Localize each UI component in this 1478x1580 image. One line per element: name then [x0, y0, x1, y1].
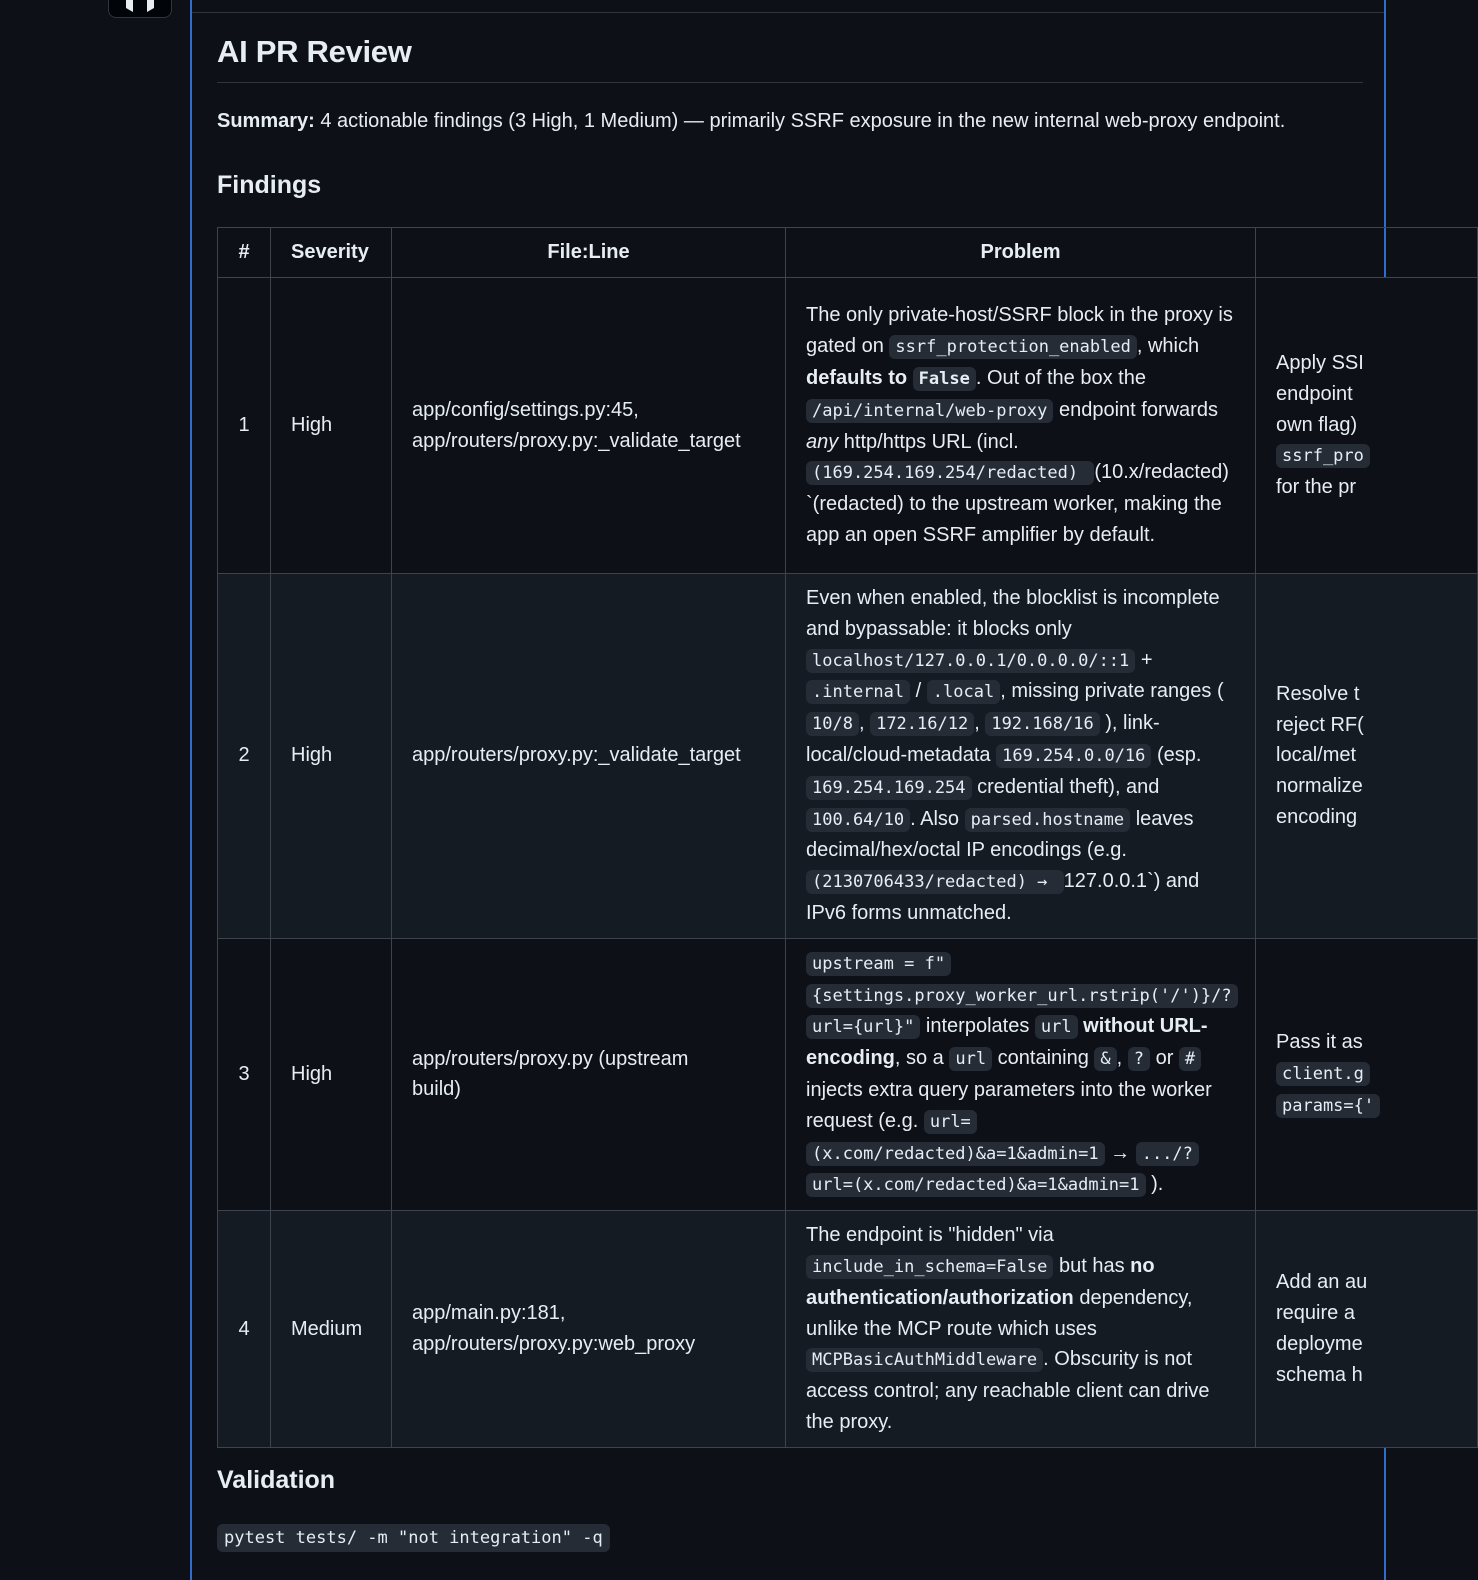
findings-table: [217, 227, 1478, 1448]
text-run: normalize: [1276, 775, 1363, 798]
text-run: endpoint forwards: [1053, 398, 1218, 421]
inline-code: localhost/127.0.0.1/0.0.0.0/::1: [806, 649, 1135, 673]
inline-code: client.g: [1276, 1062, 1370, 1086]
text-run: , which: [1136, 335, 1200, 358]
inline-code: (2130706433/redacted) →: [806, 870, 1064, 894]
text-run: deployme: [1276, 1332, 1363, 1355]
finding-severity: High: [271, 938, 392, 1210]
text-run: Resolve t: [1276, 682, 1360, 705]
text-run: dependency, unlike the MCP route which uses: [806, 1286, 1193, 1340]
finding-problem: [786, 574, 1256, 939]
inline-code-bold: False: [913, 367, 976, 391]
inline-code: upstream = f": [806, 952, 951, 976]
finding-fix: [1256, 938, 1478, 1210]
text-run: for the pr: [1276, 476, 1357, 499]
inline-code: url: [1035, 1015, 1078, 1039]
inline-code: url: [949, 1047, 992, 1071]
file-line-part: app/config/settings.py:45,: [412, 398, 639, 421]
text-run: leaves decimal/hex/octal IP encodings (e.g.: [806, 807, 1194, 862]
inline-code: (169.254.169.254/redacted): [806, 461, 1094, 485]
inline-code: 192.168/16: [985, 712, 1099, 736]
text-run: containing: [992, 1047, 1095, 1070]
col-header-problem: Problem: [786, 228, 1256, 278]
file-line-part: app/routers/proxy.py (upstream: [412, 1047, 689, 1070]
text-run: own flag): [1276, 413, 1358, 436]
text-run: ,: [858, 712, 871, 735]
inline-code: url={url}": [806, 1015, 920, 1039]
text-run: encoding: [1276, 806, 1358, 829]
copilot-icon: [122, 0, 158, 16]
text-run: Apply SSI: [1276, 352, 1364, 374]
inline-code: 169.254.169.254: [806, 776, 972, 800]
inline-code: 169.254.0.0/16: [996, 744, 1151, 768]
comment-divider: [192, 12, 1384, 13]
text-run: endpoint: [1276, 382, 1353, 405]
file-line-part: build): [412, 1078, 461, 1101]
inline-code: {settings.proxy_worker_url.rstrip('/')}/?: [806, 984, 1238, 1008]
text-run: , missing private ranges (: [1000, 680, 1224, 703]
finding-number: 1: [218, 278, 271, 574]
finding-fix: [1256, 1211, 1478, 1448]
inline-code: parsed.hostname: [965, 808, 1131, 832]
inline-code: ssrf_protection_enabled: [889, 335, 1136, 359]
bold-run: without URL-encoding: [806, 1015, 1208, 1070]
finding-problem: [786, 1211, 1256, 1448]
file-line-part: app/routers/proxy.py:_validate_target: [412, 744, 741, 767]
file-line-part: app/routers/proxy.py:_validate_target: [412, 429, 741, 452]
inline-code: .internal: [806, 680, 910, 704]
text-run: (10.x/redacted) `(redacted) to the upstream worker, making the app an open SSRF amplifier by default.: [806, 461, 1229, 546]
text-run: ).: [1145, 1173, 1164, 1196]
text-run: (esp.: [1151, 743, 1202, 766]
file-line-part: app/main.py:181,: [412, 1302, 566, 1325]
text-run: Even when enabled, the blocklist is incomplete and bypassable: it blocks only: [806, 587, 1220, 640]
text-run: ,: [974, 712, 986, 735]
finding-number: 4: [218, 1211, 271, 1448]
text-run: . Out of the box the: [975, 366, 1146, 389]
inline-code: ?: [1128, 1047, 1150, 1071]
inline-code: #: [1179, 1047, 1201, 1071]
col-header-severity: Severity: [271, 228, 392, 278]
inline-code: &: [1094, 1047, 1116, 1071]
text-run: ), link-local/cloud-metadata: [806, 712, 1160, 766]
inline-code: url=(x.com/redacted)&a=1&admin=1: [806, 1173, 1146, 1197]
finding-severity: Medium: [271, 1211, 392, 1448]
text-run: injects extra query parameters into the worker request (e.g.: [806, 1078, 1212, 1132]
text-run: credential theft), and: [971, 775, 1160, 798]
review-comment: [190, 0, 1386, 1580]
text-run: The only private-host/SSRF block in the proxy is gated on: [806, 304, 1233, 358]
text-run: local/met: [1276, 744, 1357, 767]
text-run: →: [1104, 1141, 1136, 1164]
text-run: require a: [1276, 1302, 1355, 1325]
bold-run: no authentication/authorization: [806, 1254, 1155, 1309]
validation-command: pytest tests/ -m "not integration" -q: [217, 1524, 610, 1552]
inline-code: /api/internal/web-proxy: [806, 399, 1053, 423]
finding-file-line: [392, 574, 786, 939]
bold-run: defaults to: [806, 366, 913, 389]
finding-severity: High: [271, 278, 392, 574]
summary-label: Summary:: [217, 110, 315, 132]
finding-number: 3: [218, 938, 271, 1210]
inline-code: 172.16/12: [870, 712, 974, 736]
col-header-num: #: [218, 228, 271, 278]
text-run: or: [1150, 1047, 1179, 1070]
text-run: Pass it as: [1276, 1031, 1363, 1054]
text-run: 127.0.0.1`) and IPv6 forms unmatched.: [806, 870, 1200, 924]
table-header-row: [218, 228, 1478, 278]
text-run: /: [910, 680, 927, 703]
finding-file-line: [392, 1211, 786, 1448]
finding-number: 2: [218, 574, 271, 939]
file-line-part: app/routers/proxy.py:web_proxy: [412, 1332, 696, 1355]
inline-code: .../?: [1136, 1142, 1199, 1166]
summary-text: 4 actionable findings (3 High, 1 Medium) — primarily SSRF exposure in the new internal web-proxy endpoint.: [314, 110, 1286, 132]
finding-problem: [786, 278, 1256, 574]
finding-fix: [1256, 278, 1478, 574]
text-run: +: [1135, 648, 1153, 671]
text-run: schema h: [1276, 1363, 1363, 1386]
inline-code: include_in_schema=False: [806, 1255, 1053, 1279]
text-run: Add an au: [1276, 1271, 1368, 1294]
col-header-file-line: File:Line: [392, 228, 786, 278]
col-header-fix: [1256, 228, 1478, 278]
validation-heading: Validation: [217, 1466, 336, 1494]
inline-code: 100.64/10: [806, 808, 910, 832]
text-run: but has: [1053, 1254, 1131, 1277]
findings-heading: Findings: [217, 171, 322, 199]
finding-file-line: [392, 278, 786, 574]
inline-code: ssrf_pro: [1276, 444, 1370, 468]
inline-code: url=: [924, 1110, 977, 1134]
findings-table-scroll[interactable]: [217, 227, 1375, 1448]
review-title: AI PR Review: [217, 34, 1363, 83]
table-row: [218, 938, 1478, 1210]
finding-file-line: [392, 938, 786, 1210]
inline-code: .local: [927, 680, 1000, 704]
inline-code: 10/8: [806, 712, 859, 736]
text-run: http/https URL (incl.: [838, 430, 1019, 453]
text-run: . Obscurity is not access control; any reachable client can drive the proxy.: [806, 1348, 1210, 1433]
italic-run: any: [806, 430, 839, 453]
text-run: reject RF(: [1276, 713, 1364, 736]
inline-code: MCPBasicAuthMiddleware: [806, 1348, 1043, 1372]
text-run: The endpoint is "hidden" via: [806, 1224, 1054, 1247]
text-run: ,: [1116, 1047, 1128, 1070]
finding-problem: [786, 938, 1256, 1210]
inline-code: (x.com/redacted)&a=1&admin=1: [806, 1142, 1105, 1166]
finding-fix: [1256, 574, 1478, 939]
table-row: [218, 278, 1478, 574]
text-run: , so a: [894, 1047, 950, 1070]
table-row: [218, 574, 1478, 939]
inline-code: params={': [1276, 1094, 1380, 1118]
bot-avatar[interactable]: [108, 0, 172, 18]
text-run: interpolates: [920, 1015, 1035, 1038]
summary: [217, 106, 1285, 136]
finding-severity: High: [271, 574, 392, 939]
table-row: [218, 1211, 1478, 1448]
text-run: . Also: [910, 807, 965, 830]
